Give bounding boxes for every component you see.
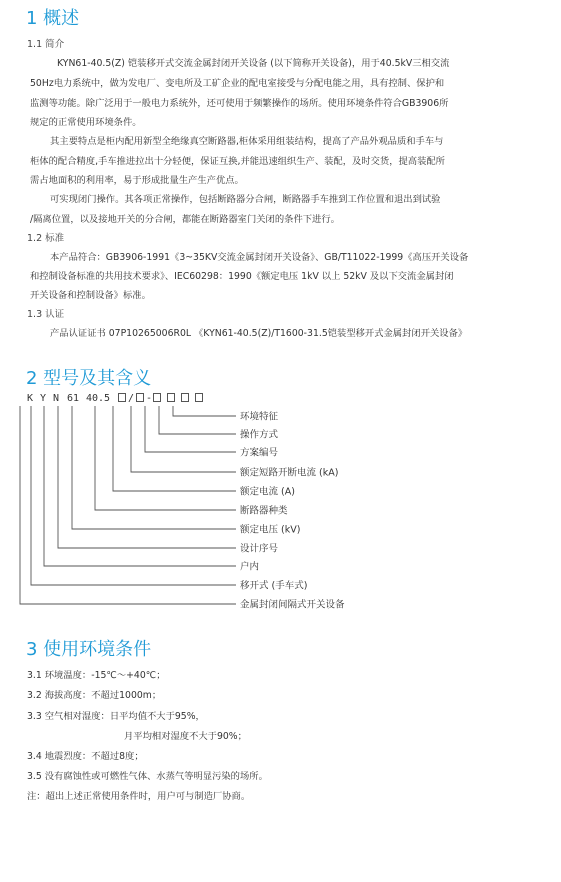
code-meaning-label: 额定电流 (A) [240, 486, 295, 498]
code-part: K [27, 393, 34, 404]
condition-item: 3.5 没有腐蚀性或可燃性气体、水蒸气等明显污染的场所。 [27, 771, 268, 782]
tree-branch [44, 406, 236, 566]
code-meaning-label: 移开式 (手车式) [240, 580, 308, 592]
code-meaning-label: 方案编号 [240, 447, 279, 459]
condition-item: 3.2 海拔高度：不超过1000m； [27, 690, 162, 701]
code-part: / [128, 393, 135, 404]
section-1-3-heading: 1.3 认证 [27, 309, 65, 320]
tree-branch [159, 406, 236, 434]
certificate-line: 产品认证证书 07P10265006R0L 《KYN61-40.5(Z)/T1600-31.5铠装型移开式金属封闭开关设备》 [50, 328, 468, 339]
condition-item: 3.1 环境温度：-15℃～+40℃； [27, 670, 166, 681]
section-2-title: 2 型号及其含义 [26, 368, 152, 389]
intro-line: 50Hz电力系统中，做为发电厂、变电所及工矿企业的配电室接受与分配电能之用，具有控制、保护和 [30, 78, 445, 89]
intro-line: 其主要特点是柜内配用新型全绝缘真空断路器,柜体采用组装结构，提高了产品外观品质和手车与 [50, 136, 444, 147]
code-part: - [146, 393, 153, 404]
condition-item: 月平均相对湿度不大于90%； [124, 731, 247, 742]
intro-line: KYN61-40.5(Z) 铠装移开式交流金属封闭开关设备 (以下简称开关设备)，用于40.5kV三相交流 [57, 58, 450, 69]
code-meaning-label: 断路器种类 [240, 505, 288, 517]
tree-branch [31, 406, 236, 585]
code-meaning-label: 金属封闭间隔式开关设备 [240, 599, 345, 611]
intro-line: 可实现闭门操作。其各项正常操作，包括断路器分合闸，断路器手车推到工作位置和退出到试验 [50, 194, 441, 205]
standard-line: 开关设备和控制设备》标准。 [30, 290, 151, 301]
section-1-title: 1 概述 [26, 8, 80, 29]
code-part: Y [40, 393, 47, 404]
code-part: 40.5 [86, 393, 111, 404]
section-3-title: 3 使用环境条件 [26, 639, 152, 660]
code-part: N [53, 393, 60, 404]
intro-line: 需占地面积的利用率，易于形成批量生产生产优点。 [30, 175, 244, 186]
code-part: 61 [67, 393, 80, 404]
intro-line: 柜体的配合精度,手车推进拉出十分轻便，保证互换,并能迅速组织生产、装配，及时交货，提高装配所 [30, 156, 445, 167]
tree-branch [72, 406, 236, 529]
code-meaning-label: 额定短路开断电流 (kA) [240, 467, 339, 479]
standard-line: 和控制设备标准的共用技术要求》、IEC60298：1990《额定电压 1kV 以上 52kV 及以下交流金属封闭 [30, 271, 454, 282]
condition-item: 3.3 空气相对湿度：日平均值不大于95%， [27, 711, 205, 722]
code-meaning-label: 户内 [240, 561, 260, 573]
tree-branch [58, 406, 236, 548]
condition-note: 注：超出上述正常使用条件时，用户可与制造厂协商。 [27, 791, 251, 802]
tree-branch [20, 406, 236, 604]
tree-branch [173, 406, 236, 416]
tree-branch [95, 406, 236, 510]
standard-line: 本产品符合：GB3906-1991《3~35KV交流金属封闭开关设备》、GB/T11022-1999《高压开关设备 [50, 252, 469, 263]
section-1-1-heading: 1.1 简介 [27, 39, 65, 50]
section-1-2-heading: 1.2 标准 [27, 233, 65, 244]
condition-item: 3.4 地震烈度：不超过8度； [27, 751, 144, 762]
intro-line: 监测等功能。除广泛用于一般电力系统外，还可使用于频繁操作的场所。使用环境条件符合GB3906所 [30, 98, 449, 109]
code-meaning-label: 额定电压 (kV) [240, 524, 301, 536]
code-meaning-label: 设计序号 [240, 543, 279, 555]
intro-line: /隔离位置，以及接地开关的分合闸，都能在断路器室门关闭的条件下进行。 [30, 214, 340, 225]
code-meaning-label: 操作方式 [240, 429, 279, 441]
code-meaning-label: 环境特征 [240, 411, 279, 423]
intro-line: 规定的正常使用环境条件。 [30, 117, 142, 128]
